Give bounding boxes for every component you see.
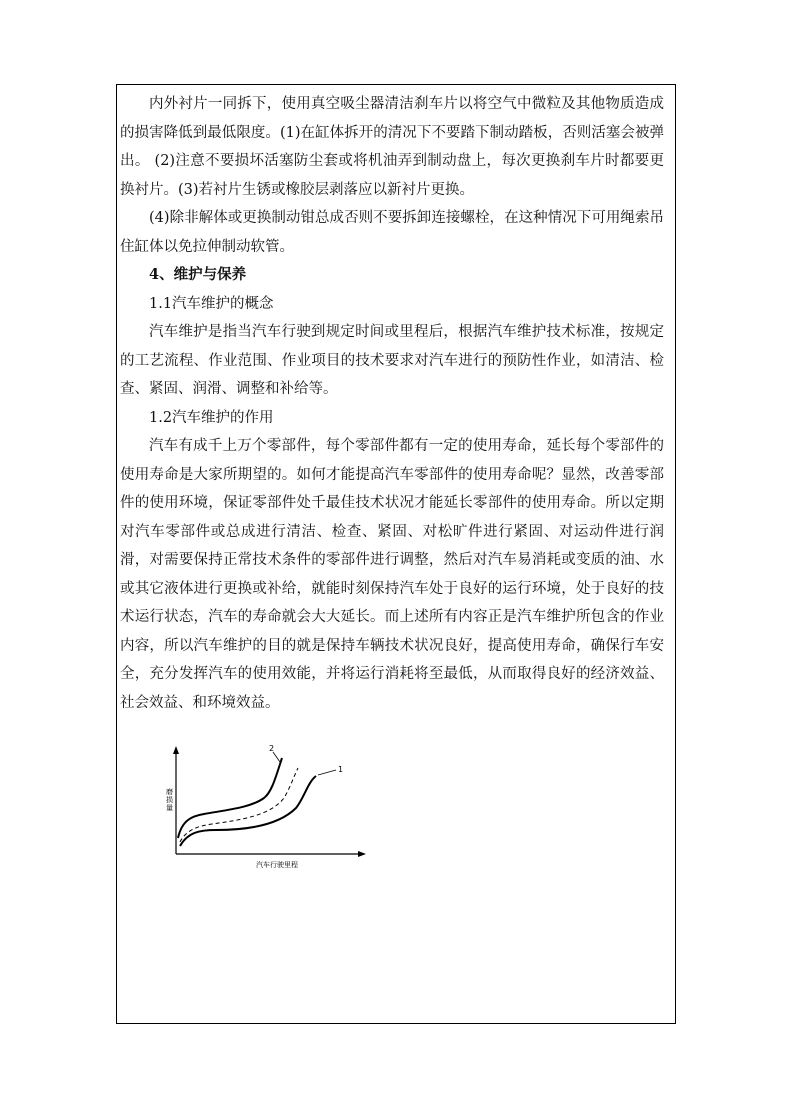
wear-curve-1 [180, 776, 316, 846]
paragraph-maintenance-role: 汽车有成千上万个零部件，每个零部件都有一定的使用寿命，延长每个零部件的使用寿命是大家所期望的。如何才能提高汽车零部件的使用寿命呢？显然，改善零部件的使用环境，保证零部件处千最佳技术状况才能延长零部件的使用寿命。所以定期对汽车零部件或总成进行清洁、检查、紧固、对松旷件进行紧固、对运动件进行润滑，对需要保持正常技术条件的零部件进行调整，然后对汽车易消耗或变质的油、水或其它液体进行更换或补给，就能时刻保持汽车处于良好的运行环境，处于良好的技术运行状态，汽车的寿命就会大大延长。而上述所有内容正是汽车维护所包含的作业内容，所以汽车维护的目的就是保持车辆技术状况良好，提高使用寿命，确保行车安全，充分发挥汽车的使用效能，并将运行消耗将至最低，从而取得良好的经济效益、社会效益、和环境效益。 [120, 438, 664, 711]
paragraph-caliper-bolts: (4)除非解体或更换制动钳总成否则不要拆卸连接螺栓，在这种情况下可用绳索吊住缸体以免拉伸制动软管。 [120, 210, 664, 255]
x-axis-arrow [358, 851, 366, 857]
curve-2-leader [273, 752, 280, 762]
paragraph-maintenance-concept: 汽车维护是指当汽车行驶到规定时间或里程后，根据汽车维护技术标准，按规定的工艺流程、作业范围、作业项目的技术要求对汽车进行的预防性作业，如清洁、检查、紧固、润滑、调整和补给等。 [120, 324, 664, 397]
x-axis-label: 汽车行驶里程 [256, 861, 298, 869]
section-heading-maintenance: 4、维护与保养 [149, 266, 247, 283]
curve-label-1: 1 [338, 765, 344, 774]
paragraph-brake-pads: 内外衬片一同拆下，使用真空吸尘器清洁刹车片以将空气中微粒及其他物质造成的损害降低到最低限度。(1)在缸体拆开的清况下不要踏下制动踏板，否则活塞会被弹出。 (2)注意不要损坏活塞防尘套或将机油弄到制动盘上，每次更换刹车片时都要更换衬片。(3)若衬片生锈或橡胶层剥落应以新衬片更换。 [120, 96, 664, 198]
y-axis-arrow [173, 746, 179, 754]
subheading-maintenance-role: 1.2汽车维护的作用 [149, 409, 274, 426]
subheading-maintenance-concept: 1.1汽车维护的概念 [149, 295, 274, 312]
curve-1-leader [318, 770, 336, 775]
wear-curve-2 [178, 758, 282, 838]
document-body [120, 90, 664, 717]
wear-curve-figure [166, 742, 376, 877]
wear-curve-diagram [166, 742, 376, 877]
curve-label-2: 2 [269, 744, 275, 753]
y-axis-label: 磨损量 [166, 788, 173, 812]
